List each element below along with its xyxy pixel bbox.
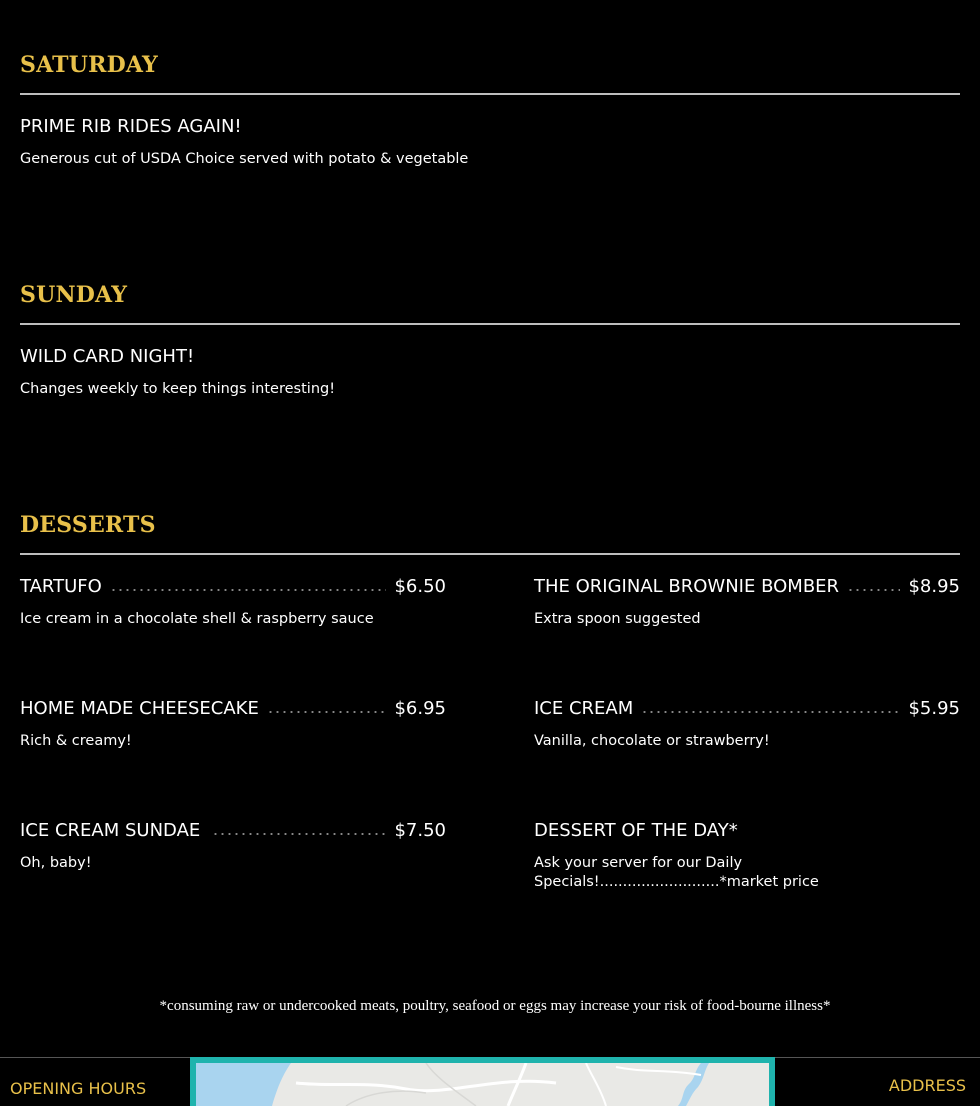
dessert-desc: Oh, baby! [20, 855, 92, 871]
food-safety-disclaimer: *consuming raw or undercooked meats, poultry, seafood or eggs may increase your risk of food-bourne illness* [159, 998, 831, 1014]
dessert-desc: Ask your server for our Daily Specials!..........................*market price [534, 855, 819, 890]
dessert-desc: Extra spoon suggested [534, 611, 701, 627]
dessert-price: $6.95 [394, 698, 446, 719]
saturday-section [20, 54, 960, 194]
dot-leader [847, 587, 900, 593]
dessert-name: THE ORIGINAL BROWNIE BOMBER [534, 576, 840, 597]
dessert-item [20, 820, 446, 873]
saturday-item-desc: Generous cut of USDA Choice served with potato & vegetable [20, 151, 469, 167]
dessert-item [534, 698, 960, 751]
saturday-heading: SATURDAY [20, 52, 158, 78]
dessert-name: DESSERT OF THE DAY* [534, 820, 738, 841]
dot-leader [212, 831, 386, 837]
dessert-desc: Vanilla, chocolate or strawberry! [534, 733, 770, 749]
sunday-item-title: WILD CARD NIGHT! [20, 346, 195, 367]
dessert-desc: Ice cream in a chocolate shell & raspberry sauce [20, 611, 374, 627]
sunday-divider [20, 323, 960, 325]
dessert-price: $8.95 [908, 576, 960, 597]
dessert-name: ICE CREAM [534, 698, 634, 719]
dessert-name: ICE CREAM SUNDAE [20, 820, 201, 841]
sunday-heading: SUNDAY [20, 282, 128, 308]
dessert-item [20, 576, 446, 629]
dot-leader [267, 709, 387, 715]
desserts-heading: DESSERTS [20, 512, 156, 538]
dessert-item [20, 698, 446, 751]
dessert-price: $6.50 [394, 576, 446, 597]
location-map[interactable] [196, 1063, 769, 1106]
address-heading: ADDRESS [888, 1076, 966, 1095]
desserts-divider [20, 553, 960, 555]
dessert-price: $7.50 [394, 820, 446, 841]
desserts-section [20, 514, 960, 914]
sunday-item-desc: Changes weekly to keep things interesting! [20, 381, 336, 397]
sunday-section [20, 284, 960, 424]
opening-hours-heading: OPENING HOURS [10, 1079, 147, 1098]
dessert-item [534, 576, 960, 629]
saturday-divider [20, 93, 960, 95]
dessert-name: TARTUFO [20, 576, 102, 597]
map-frame [190, 1057, 775, 1106]
dessert-price: $5.95 [908, 698, 960, 719]
dessert-desc: Rich & creamy! [20, 733, 132, 749]
map-graphic [196, 1063, 769, 1106]
dot-leader [641, 709, 900, 715]
dessert-item [534, 820, 960, 892]
saturday-item-title: PRIME RIB RIDES AGAIN! [20, 116, 242, 137]
dot-leader [110, 587, 387, 593]
dessert-name: HOME MADE CHEESECAKE [20, 698, 259, 719]
